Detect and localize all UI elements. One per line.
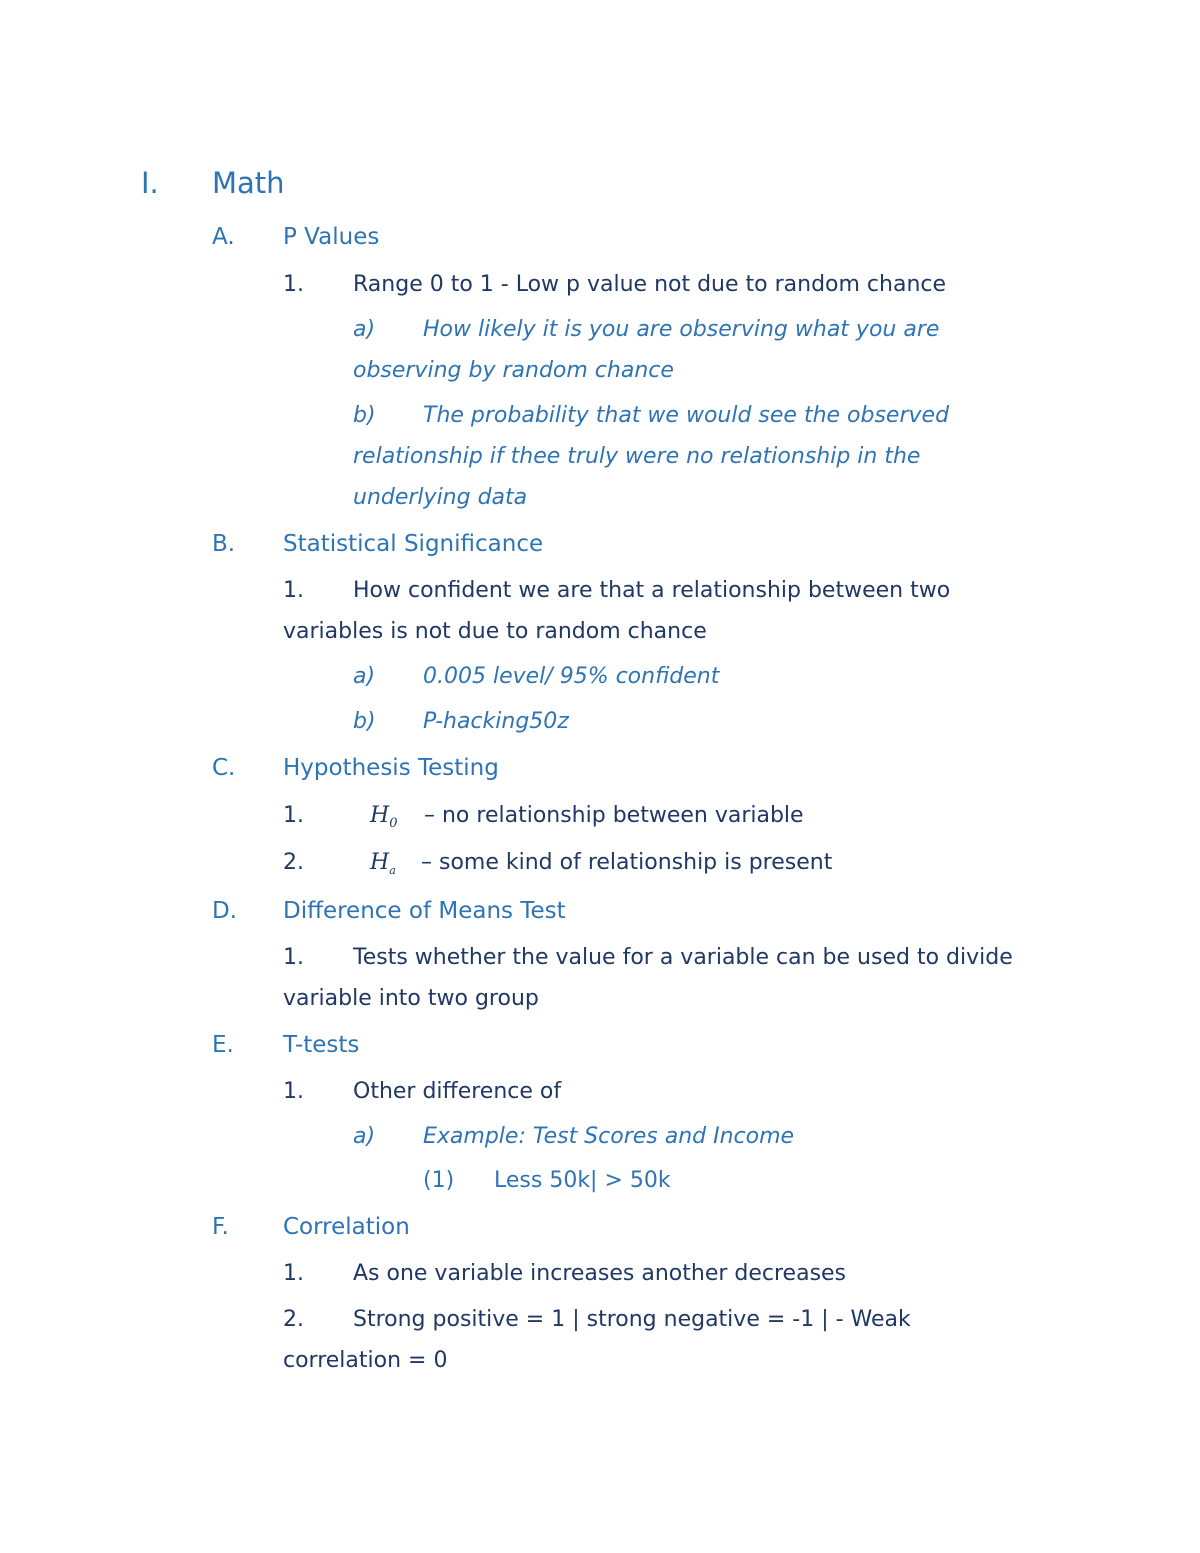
b-sub-b-letter: b) [353, 709, 376, 734]
e-item1-number: 1. [283, 1079, 304, 1104]
e-sub-1-text: Less 50k| > 50k [494, 1168, 671, 1193]
d-item1-line2: variable into two group [283, 986, 539, 1011]
b-sub-a-text: 0.005 level/ 95% confident [423, 664, 720, 689]
e-sub-a-text: Example: Test Scores and Income [423, 1124, 795, 1149]
alt-hypothesis-subscript: a [389, 864, 396, 878]
heading-e-title: T-tests [283, 1032, 360, 1058]
a-item1-number: 1. [283, 272, 304, 297]
heading-f-label: F. [212, 1214, 229, 1240]
f-item1-number: 1. [283, 1261, 304, 1286]
f-item2-line2: correlation = 0 [283, 1348, 448, 1373]
d-item1-number: 1. [283, 945, 304, 970]
b-sub-b-text: P-hacking50z [423, 709, 569, 734]
b-sub-a-letter: a) [353, 664, 376, 689]
null-hypothesis-symbol [370, 803, 397, 831]
heading-c-title: Hypothesis Testing [283, 755, 499, 781]
d-item1-line1: Tests whether the value for a variable can be used to divide [353, 945, 1013, 970]
heading-a-label: A. [212, 224, 235, 250]
c-item2-text: – some kind of relationship is present [421, 850, 833, 875]
b-item1-number: 1. [283, 578, 304, 603]
null-hypothesis-subscript: 0 [389, 816, 398, 832]
alt-hypothesis-symbol [370, 850, 396, 877]
heading-e-label: E. [212, 1032, 234, 1058]
f-item2-line1: Strong positive = 1 | strong negative = -1 | - Weak [353, 1307, 911, 1332]
f-item1-text: As one variable increases another decreases [353, 1261, 847, 1286]
a-sub-b-line3: underlying data [353, 485, 528, 510]
c-item2-number: 2. [283, 850, 304, 875]
e-sub-1-number: (1) [423, 1168, 455, 1193]
a-sub-a-line2: observing by random chance [353, 358, 674, 383]
f-item2-number: 2. [283, 1307, 304, 1332]
heading-d-label: D. [212, 898, 238, 924]
heading-b-label: B. [212, 531, 236, 557]
section-title: Math [212, 166, 285, 200]
c-item1-text: – no relationship between variable [424, 803, 804, 828]
heading-b-title: Statistical Significance [283, 531, 544, 557]
a-sub-a-line1: How likely it is you are observing what you are [423, 317, 940, 342]
c-item1-number: 1. [283, 803, 304, 828]
heading-f-title: Correlation [283, 1214, 410, 1240]
b-item1-line1: How confident we are that a relationship between two [353, 578, 951, 603]
a-item1-text: Range 0 to 1 - Low p value not due to random chance [353, 272, 947, 297]
a-sub-a-letter: a) [353, 317, 376, 342]
a-sub-b-letter: b) [353, 403, 376, 428]
heading-a-title: P Values [283, 224, 380, 250]
a-sub-b-line1: The probability that we would see the observed [423, 403, 950, 428]
a-sub-b-line2: relationship if thee truly were no relationship in the [353, 444, 921, 469]
alt-hypothesis-h: H [370, 850, 390, 875]
b-item1-line2: variables is not due to random chance [283, 619, 707, 644]
null-hypothesis-h: H [370, 803, 390, 828]
heading-c-label: C. [212, 755, 236, 781]
heading-d-title: Difference of Means Test [283, 898, 566, 924]
section-number: I. [141, 166, 159, 200]
e-sub-a-letter: a) [353, 1124, 376, 1149]
e-item1-text: Other difference of [353, 1079, 562, 1104]
